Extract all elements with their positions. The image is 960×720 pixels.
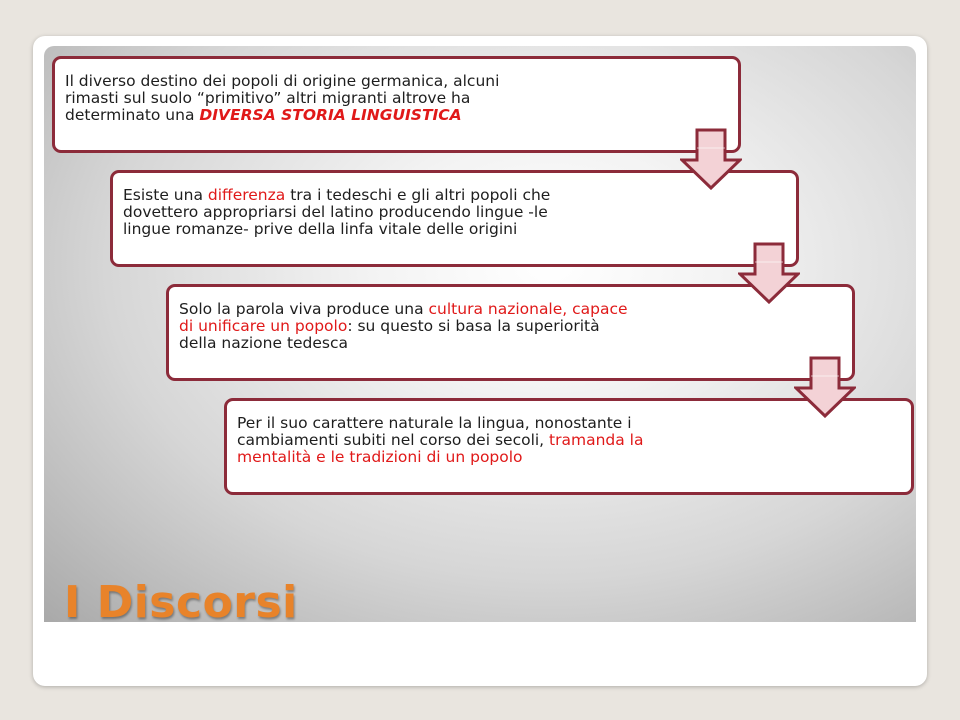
text-segment: cambiamenti subiti nel corso dei secoli,: [237, 431, 550, 449]
highlighted-text-segment: di unificare un popolo: [179, 317, 348, 335]
text-segment: lingue romanze- prive della linfa vitale delle origini: [123, 220, 518, 238]
highlighted-text-segment: DIVERSA STORIA LINGUISTICA: [199, 106, 462, 124]
text-line: [65, 90, 738, 107]
text-segment: dovettero appropriarsi del latino producendo lingue -le: [123, 203, 548, 221]
highlighted-text-segment: cultura nazionale, capace: [428, 300, 628, 318]
text-line: [179, 335, 852, 352]
text-line: [237, 432, 911, 449]
slide-title: I Discorsi: [64, 577, 298, 628]
text-segment: Per il suo carattere naturale la lingua, nonostante i: [237, 414, 632, 432]
down-arrow-icon: [680, 128, 742, 190]
text-segment: rimasti sul suolo “primitivo” altri migranti altrove ha: [65, 89, 471, 107]
text-line: [179, 318, 852, 335]
text-segment: tra i tedeschi e gli altri popoli che: [285, 186, 551, 204]
text-line: [237, 449, 911, 466]
text-line: [123, 204, 796, 221]
text-segment: della nazione tedesca: [179, 334, 349, 352]
highlighted-text-segment: differenza: [207, 186, 286, 204]
text-segment: Solo la parola viva produce una: [179, 300, 429, 318]
down-arrow-icon: [738, 242, 800, 304]
text-line: [65, 107, 738, 124]
text-box-1: [52, 56, 741, 153]
text-segment: determinato una: [65, 106, 200, 124]
highlighted-text-segment: mentalità e le tradizioni di un popolo: [237, 448, 523, 466]
text-line: [123, 221, 796, 238]
text-line: [65, 73, 738, 90]
down-arrow-icon: [794, 356, 856, 418]
text-segment: : su questo si basa la superiorità: [347, 317, 600, 335]
text-segment: Il diverso destino dei popoli di origine germanica, alcuni: [65, 72, 500, 90]
text-segment: Esiste una: [123, 186, 208, 204]
highlighted-text-segment: tramanda la: [549, 431, 644, 449]
